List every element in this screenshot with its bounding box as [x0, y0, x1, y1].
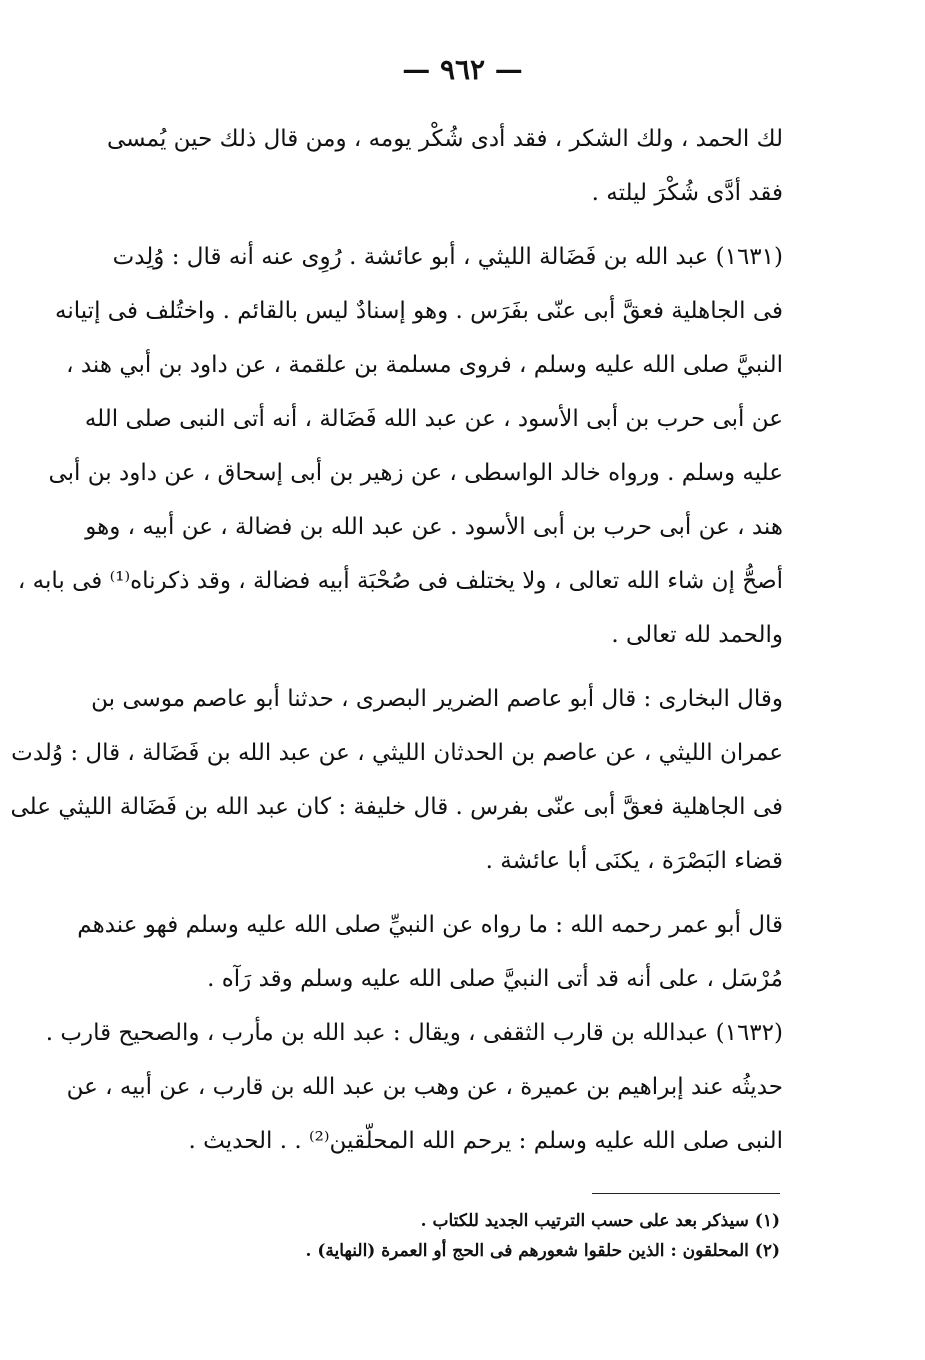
text-line: حديثُه عند إبراهيم بن عميرة ، عن وهب بن عبد الله بن قارب ، عن أبيه ، عن	[66, 1074, 783, 1100]
paragraph-continuation	[106, 112, 783, 220]
text-line: أصحُّ إن شاء الله تعالى ، ولا يختلف فى صُحْبَة أبيه فضالة ، وقد ذكرناه⁽¹⁾ فى بابه ،	[17, 568, 783, 594]
text-line: عليه وسلم . ورواه خالد الواسطى ، عن زهير بن أبى إسحاق ، عن داود بن أبى	[48, 460, 783, 486]
footnote-1: (١) سيذكر بعد على حسب الترتيب الجديد للكتاب .	[420, 1211, 780, 1231]
entry-1632	[45, 1006, 783, 1168]
text-line: هند ، عن أبى حرب بن أبى الأسود . عن عبد الله بن فضالة ، عن أبيه ، وهو	[85, 514, 783, 540]
text-line: قضاء البَصْرَة ، يكنَى أبا عائشة .	[485, 848, 783, 874]
paragraph-bukhari	[10, 672, 783, 888]
text-line: عمران الليثي ، عن عاصم بن الحدثان الليثي ، عن عبد الله بن فَضَالة ، قال : وُلدت	[11, 740, 783, 766]
page-number: — ٩٦٢ —	[402, 53, 523, 86]
text-line: النبيَّ صلى الله عليه وسلم ، فروى مسلمة بن علقمة ، عن داود بن أبي هند ،	[66, 352, 783, 378]
footnote-divider	[592, 1193, 780, 1194]
text-line: عن أبى حرب بن أبى الأسود ، عن عبد الله فَضَالة ، أنه أتى النبى صلى الله	[84, 406, 783, 432]
text-line: فى الجاهلية فعقَّ أبى عنّى بفرس . قال خليفة : كان عبد الله بن فَضَالة الليثي على	[10, 794, 783, 820]
text-line: (١٦٣١) عبد الله بن فَضَالة الليثي ، أبو عائشة . رُوِى عنه أنه قال : وُلِدت	[112, 244, 783, 270]
text-line: فقد أدَّى شُكْرَ ليلته .	[591, 180, 783, 206]
footnotes	[270, 1206, 780, 1266]
text-line: النبى صلى الله عليه وسلم : يرحم الله المحلّقين⁽²⁾ . . الحديث .	[188, 1128, 783, 1154]
text-line: لك الحمد ، ولك الشكر ، فقد أدى شُكْر يومه ، ومن قال ذلك حين يُمسى	[106, 126, 783, 152]
text-line: قال أبو عمر رحمه الله : ما رواه عن النبيِّ صلى الله عليه وسلم فهو عندهم	[77, 912, 783, 938]
entry-1631	[17, 230, 783, 662]
text-line: مُرْسَل ، على أنه قد أتى النبيَّ صلى الله عليه وسلم وقد رَآه .	[207, 966, 783, 992]
footnote-2: (٢) المحلقون : الذين حلقوا شعورهم فى الحج أو العمرة (النهاية) .	[305, 1241, 780, 1261]
paragraph-abu-umar	[77, 898, 783, 1006]
text-line: والحمد لله تعالى .	[611, 622, 783, 648]
main-text	[10, 112, 783, 1168]
text-line: فى الجاهلية فعقَّ أبى عنّى بفَرَس . وهو إسنادٌ ليس بالقائم . واختُلف فى إتيانه	[54, 298, 783, 324]
text-line: وقال البخارى : قال أبو عاصم الضرير البصرى ، حدثنا أبو عاصم موسى بن	[91, 686, 783, 712]
text-line: (١٦٣٢) عبدالله بن قارب الثقفى ، ويقال : عبد الله بن مأرب ، والصحيح قارب .	[45, 1020, 783, 1046]
